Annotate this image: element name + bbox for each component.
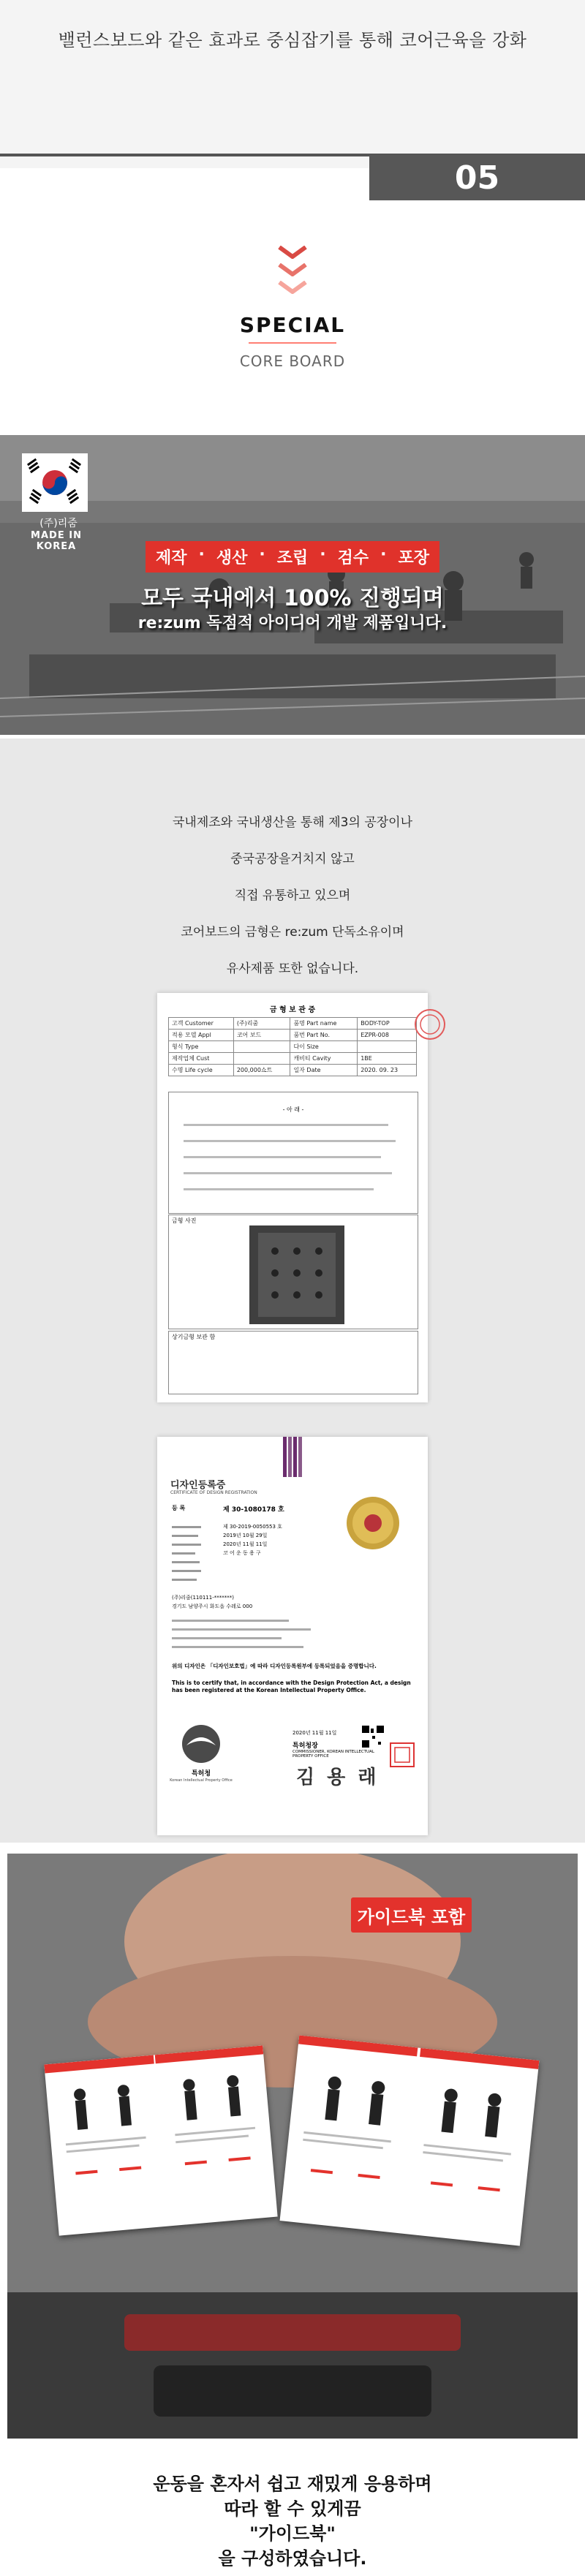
step-label: 포장: [388, 541, 439, 573]
qr-code-icon: [362, 1726, 384, 1748]
step-label: 검수: [328, 541, 380, 573]
company-stamp-icon: [412, 1006, 448, 1043]
gold-seal-icon: [344, 1494, 402, 1552]
photo-box: [168, 1215, 418, 1329]
certificate-body-ko: 위의 디자인은 「디자인보호법」에 따라 디자인등록원부에 등록되었음을 증명합니다.: [172, 1663, 377, 1669]
guide-line: 따라 할 수 있게끔: [224, 2498, 361, 2519]
mold-certificate-document: [157, 993, 428, 1402]
design-certificate-title-en: CERTIFICATE OF DESIGN REGISTRATION: [170, 1490, 257, 1495]
production-steps: [0, 541, 585, 573]
registration-date: 2020년 11월 11일: [223, 1541, 268, 1547]
registration-label: 등 록: [172, 1505, 186, 1511]
table-row: 수명 Life cycle 200,000쇼트 일자 Date 2020. 09. 23: [169, 1065, 417, 1076]
design-registration-certificate: [157, 1437, 428, 1835]
chevron-down-icon: [276, 246, 309, 259]
step-separator: ·: [379, 541, 388, 573]
step-label: 조립: [267, 541, 319, 573]
table-row: 제작업체 Cust 캐비티 Cavity 1BE: [169, 1053, 417, 1065]
application-number: 제 30-2019-0050553 호: [223, 1524, 282, 1530]
guidebook-page-content: [44, 2045, 277, 2235]
mold-certificate-title: 금 형 보 관 증: [269, 1006, 316, 1014]
ribbon-decoration: [282, 1437, 303, 1477]
info-panel: [0, 739, 585, 1843]
holder-address: 경기도 남양주시 화도읍 수레로 000: [172, 1604, 253, 1609]
info-text: [0, 804, 585, 987]
guidebook-description: [0, 2471, 585, 2571]
guidebook-page: [280, 2035, 540, 2245]
step-separator: ·: [257, 541, 266, 573]
factory-subheadline: re:zum 독점적 아이디어 개발 제품입니다.: [137, 614, 448, 632]
application-date: 2019년 10월 29일: [223, 1533, 268, 1538]
field-labels: [172, 1523, 216, 1589]
holder-name: (주)리줌(110111-*******): [172, 1595, 234, 1601]
factory-photo-panel: [0, 435, 585, 735]
factory-headline: 모두 국내에서 100% 진행되며: [141, 586, 444, 611]
table-row: 적용 모델 Appl 코어 보드 품번 Part No. EZPR-008: [169, 1030, 417, 1041]
info-line: 유사제품 또한 없습니다.: [226, 962, 359, 976]
special-subtitle: CORE BOARD: [239, 352, 346, 370]
page-tagline: 밸런스보드와 같은 효과로 중심잡기를 통해 코어근육을 강화: [58, 30, 527, 50]
info-line: 코어보드의 금형은 re:zum 단독소유이며: [181, 925, 404, 940]
guidebook-page: [44, 2045, 277, 2235]
notes-header: - 아 래 -: [282, 1106, 304, 1113]
korea-flag-icon: [22, 453, 88, 512]
special-title: SPECIAL: [239, 313, 346, 337]
certificate-body-en: This is to certify that, in accordance with the Design Protection Act, a design has been registered at the Korean Intellectual Property Office.: [172, 1680, 411, 1693]
table-row: 형식 Type 다이 Size: [169, 1041, 417, 1053]
step-separator: ·: [318, 541, 327, 573]
info-line: 직접 유통하고 있으며: [234, 888, 351, 903]
guide-line: 운동을 혼자서 쉽고 재밌게 응용하며: [153, 2474, 432, 2494]
red-seal-icon: [388, 1740, 417, 1769]
design-name: 코 어 운 동 용 구: [223, 1550, 261, 1556]
sign-label: 상기금형 보관 함: [172, 1334, 216, 1340]
issue-date: 2020년 11월 11일: [292, 1730, 337, 1736]
notes-lines: [169, 1114, 416, 1209]
guidebook-page-content: [280, 2035, 540, 2245]
kipo-logo-icon: [179, 1722, 223, 1766]
info-line: 중국공장을거치지 않고: [230, 852, 355, 866]
mold-info-table: [168, 1017, 417, 1076]
guidebook-badge: 가이드북 포함: [351, 1897, 472, 1933]
registration-number: 제 30-1080178 호: [223, 1506, 284, 1514]
mold-photo: [249, 1225, 344, 1324]
made-in-korea-label: MADE IN KOREA: [31, 530, 82, 552]
chevron-down-icon: [276, 263, 309, 276]
table-row: 고객 Customer (주)리줌 품명 Part name BODY-TOP: [169, 1018, 417, 1030]
issuing-office-en: COMMISSIONER, KOREAN INTELLECTUAL PROPERTY OFFICE: [292, 1750, 374, 1759]
guide-line: "가이드북": [249, 2523, 336, 2544]
commissioner-signature: 김 용 래: [296, 1767, 380, 1789]
step-label: 제작: [146, 541, 197, 573]
kipo-logo-text: 특허청: [191, 1770, 211, 1778]
issuing-office: 특허청장: [292, 1742, 318, 1750]
step-label: 생산: [206, 541, 258, 573]
guide-line: 을 구성하였습니다.: [218, 2548, 367, 2569]
creator-lines: [172, 1612, 318, 1656]
photo-label: 금형 사진: [172, 1217, 197, 1224]
chevron-down-icon: [276, 281, 309, 294]
kipo-logo-text-en: Korean Intellectual Property Office: [170, 1778, 233, 1783]
guidebook-panel: [7, 1854, 578, 2439]
notes-box: [168, 1092, 418, 1214]
title-underline: [249, 342, 336, 344]
step-separator: ·: [197, 541, 206, 573]
brand-label: (주)리줌: [39, 518, 78, 529]
design-certificate-title: 디자인등록증: [170, 1480, 226, 1491]
sign-box: [168, 1331, 418, 1394]
section-number: 05: [369, 155, 585, 200]
info-line: 국내제조와 국내생산을 통해 제3의 공장이나: [172, 815, 413, 830]
